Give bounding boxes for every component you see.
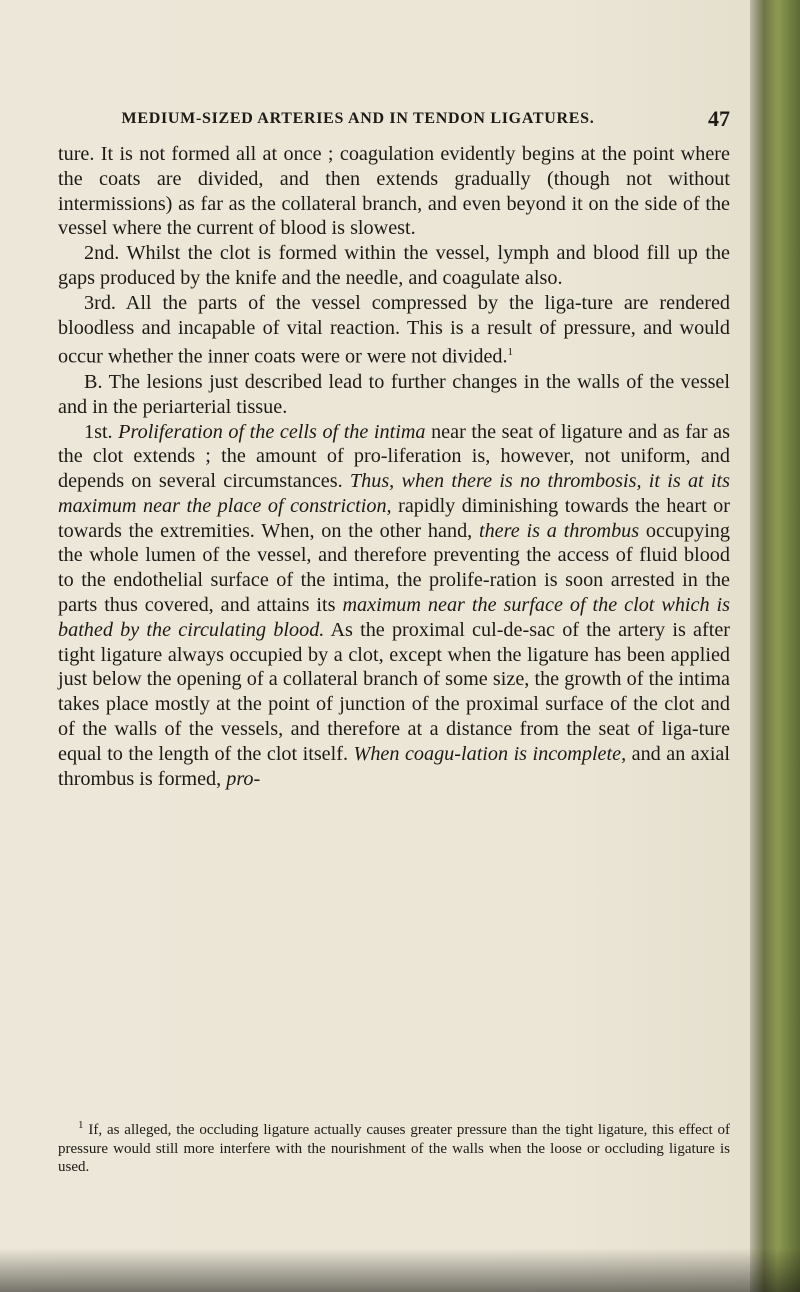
paragraph-5-italic-b: Proliferation of the cells of the intima [118, 420, 426, 443]
page-header [58, 102, 730, 136]
page-number: 47 [708, 106, 730, 131]
paragraph-5 [58, 420, 730, 792]
paragraph-3 [58, 291, 730, 370]
paragraph-5-part-e: rapidly diminishing towards the heart or towards the extremities. When, on the other hand, [58, 494, 730, 542]
footnote-text: If, as alleged, the occluding ligature actually causes greater pressure than the tight ligature, this effect of pressure would still more interfere with the nourishment of the walls when the loose or occluding ligature is used. [58, 1122, 731, 1175]
paragraph-1: ture. It is not formed all at once ; coagulation evidently begins at the point where the coats are divided, and then extends gradually (though not without intermissions) as far as the collateral branch, and even beyond it on the side of the vessel where the current of blood is slowest. [58, 143, 730, 240]
running-head: MEDIUM-SIZED ARTERIES AND IN TENDON LIGATURES. [121, 110, 595, 127]
paragraph-5-italic-j: When coagu-lation is incomplete, [353, 742, 627, 765]
paragraph-5-italic-d: Thus, when there is no thrombosis, it is at its maximum near the place of constriction, [58, 470, 730, 517]
page-edge [750, 0, 800, 1292]
footnote [58, 1116, 730, 1177]
paragraph-3-text: 3rd. All the parts of the vessel compressed by the liga-ture are rendered bloodless and incapable of vital reaction. This is a result of pressure, and would occur whether the inner coats were or were not divided. [58, 291, 730, 369]
paragraph-5-part-k: and an axial thrombus is formed, [58, 742, 730, 790]
paragraph-5-italic-l: pro- [226, 767, 261, 790]
footnote-reference: 1 [507, 346, 514, 359]
paragraph-5-italic-f: there is a thrombus [478, 519, 640, 542]
paragraph-5-part-g: occupying the whole lumen of the vessel, and therefore preventing the access of fluid blood to the endothelial surface of the intima, the prolife-ration is soon arrested in the parts thus covered, and attains its [58, 519, 730, 617]
footnote-paragraph [58, 1116, 730, 1177]
paragraph-4: B. The lesions just described lead to further changes in the walls of the vessel and in the periarterial tissue. [58, 370, 730, 418]
footnote-mark: 1 [78, 1119, 84, 1131]
paragraph-2: 2nd. Whilst the clot is formed within the vessel, lymph and blood fill up the gaps produced by the knife and the needle, and coagulate also. [58, 242, 730, 289]
bottom-shadow [0, 1248, 800, 1292]
paragraph-5-italic-h: maximum near the surface of the clot which is bathed by the circulating blood. [58, 594, 730, 641]
paragraph-5-part-a: 1st. [84, 420, 119, 443]
paragraph-5-part-c: near the seat of ligature and as far as the clot extends ; the amount of pro-liferation is, however, not uniform, and depends on several circumstances. [58, 420, 730, 493]
main-text [58, 142, 730, 791]
paragraph-5-part-i: As the proximal cul-de-sac of the artery is after tight ligature always occupied by a clot, except when the ligature has been applied just below the opening of a collateral branch of some size, the growth of the intima takes place mostly at the point of junction of the proximal surface of the clot and of the walls of the vessels, and therefore at a distance from the seat of liga-ture equal to the length of the clot itself. [58, 618, 731, 765]
